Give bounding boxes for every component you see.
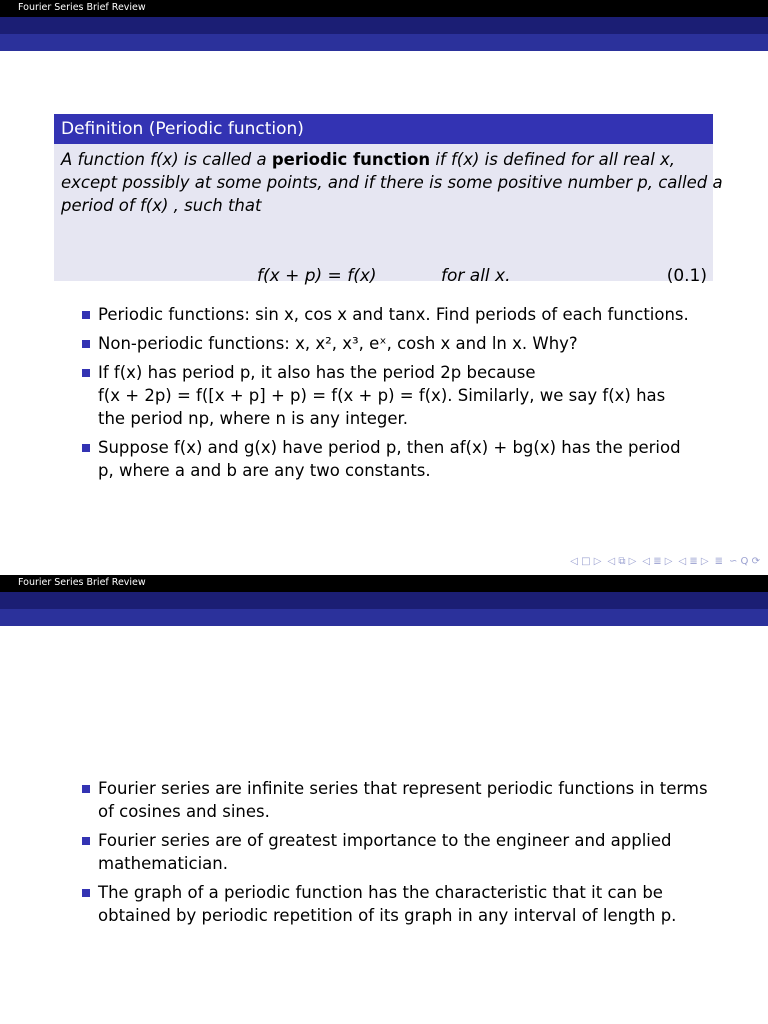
list-item-line: obtained by periodic repetition of its graph in any interval of length p. bbox=[98, 906, 677, 925]
slide-2 bbox=[0, 575, 768, 1024]
nav-section-icon[interactable]: ◁ ≣ ▷ bbox=[642, 556, 673, 567]
list-item bbox=[82, 881, 712, 927]
list-item-line: of cosines and sines. bbox=[98, 802, 270, 821]
list-item-line: Fourier series are of greatest importance to the engineer and applied bbox=[98, 831, 672, 850]
nav-band-bottom bbox=[0, 34, 768, 51]
equation-rhs: for all x. bbox=[441, 266, 511, 286]
definition-body bbox=[54, 144, 723, 286]
list-item-text bbox=[98, 303, 712, 326]
list-item-text bbox=[98, 777, 712, 823]
nav-slide-icon[interactable]: ◁ ≣ ▷ bbox=[678, 556, 709, 567]
definition-block bbox=[54, 114, 723, 286]
nav-subsection-icon[interactable]: ◁ ⧉ ▷ bbox=[607, 556, 637, 567]
list-item-line: If f(x) has period p, it also has the period 2p because bbox=[98, 363, 536, 382]
definition-line: period of f(x) , such that bbox=[61, 196, 262, 215]
definition-term: periodic function bbox=[271, 150, 431, 169]
bullet-square-icon bbox=[82, 785, 90, 793]
bullet-square-icon bbox=[82, 889, 90, 897]
list-item-line: The graph of a periodic function has the characteristic that it can be bbox=[98, 883, 663, 902]
list-item-line: Suppose f(x) and g(x) have period p, then af(x) + bg(x) has the period bbox=[98, 438, 681, 457]
list-item-line: f(x + 2p) = f([x + p] + p) = f(x + p) = f(x). Similarly, we say f(x) has bbox=[98, 386, 666, 405]
list-item-line: Fourier series are infinite series that represent periodic functions in terms bbox=[98, 779, 708, 798]
list-item-line: p, where a and b are any two constants. bbox=[98, 461, 431, 480]
bullet-square-icon bbox=[82, 837, 90, 845]
equation-row bbox=[54, 265, 713, 291]
list-item-line: Periodic functions: sin x, cos x and tanx. Find periods of each functions. bbox=[98, 305, 689, 324]
list-item-text bbox=[98, 436, 712, 482]
bullet-square-icon bbox=[82, 311, 90, 319]
list-item-text bbox=[98, 881, 712, 927]
list-item-line: Non-periodic functions: x, x², x³, eˣ, cosh x and ln x. Why? bbox=[98, 334, 578, 353]
nav-band-bottom bbox=[0, 609, 768, 626]
headline-title: Fourier Series Brief Review bbox=[18, 577, 146, 588]
bullet-square-icon bbox=[82, 369, 90, 377]
list-item bbox=[82, 436, 712, 482]
list-item bbox=[82, 361, 712, 430]
bullet-square-icon bbox=[82, 444, 90, 452]
bullet-square-icon bbox=[82, 340, 90, 348]
list-item-line: mathematician. bbox=[98, 854, 228, 873]
list-item-line: the period np, where n is any integer. bbox=[98, 409, 408, 428]
list-item bbox=[82, 777, 712, 823]
definition-title: Definition (Periodic function) bbox=[54, 114, 713, 144]
slide2-bullet-list bbox=[82, 777, 712, 933]
list-item-text bbox=[98, 361, 712, 430]
headline-bar bbox=[0, 575, 768, 592]
list-item bbox=[82, 332, 712, 355]
definition-line: A function f(x) is called a periodic function if f(x) is defined for all real x, bbox=[61, 150, 676, 169]
definition-line: except possibly at some points, and if there is some positive number p, called a bbox=[61, 173, 723, 192]
equation-lhs: f(x + p) = f(x) bbox=[257, 266, 377, 286]
list-item-text bbox=[98, 829, 712, 875]
list-item bbox=[82, 829, 712, 875]
slide1-bullet-list bbox=[82, 303, 712, 488]
nav-search-icon[interactable]: ∽ Q ⟳ bbox=[729, 556, 760, 567]
beamer-navigation bbox=[570, 556, 760, 570]
nav-band-top bbox=[0, 592, 768, 609]
equation-number: (0.1) bbox=[666, 266, 707, 286]
headline-title: Fourier Series Brief Review bbox=[18, 2, 146, 13]
nav-frame-icon[interactable]: ◁ □ ▷ bbox=[570, 556, 602, 567]
list-item-text bbox=[98, 332, 712, 355]
headline-bar bbox=[0, 0, 768, 17]
nav-band-top bbox=[0, 17, 768, 34]
nav-align-icon[interactable]: ≣ bbox=[714, 556, 723, 567]
list-item bbox=[82, 303, 712, 326]
